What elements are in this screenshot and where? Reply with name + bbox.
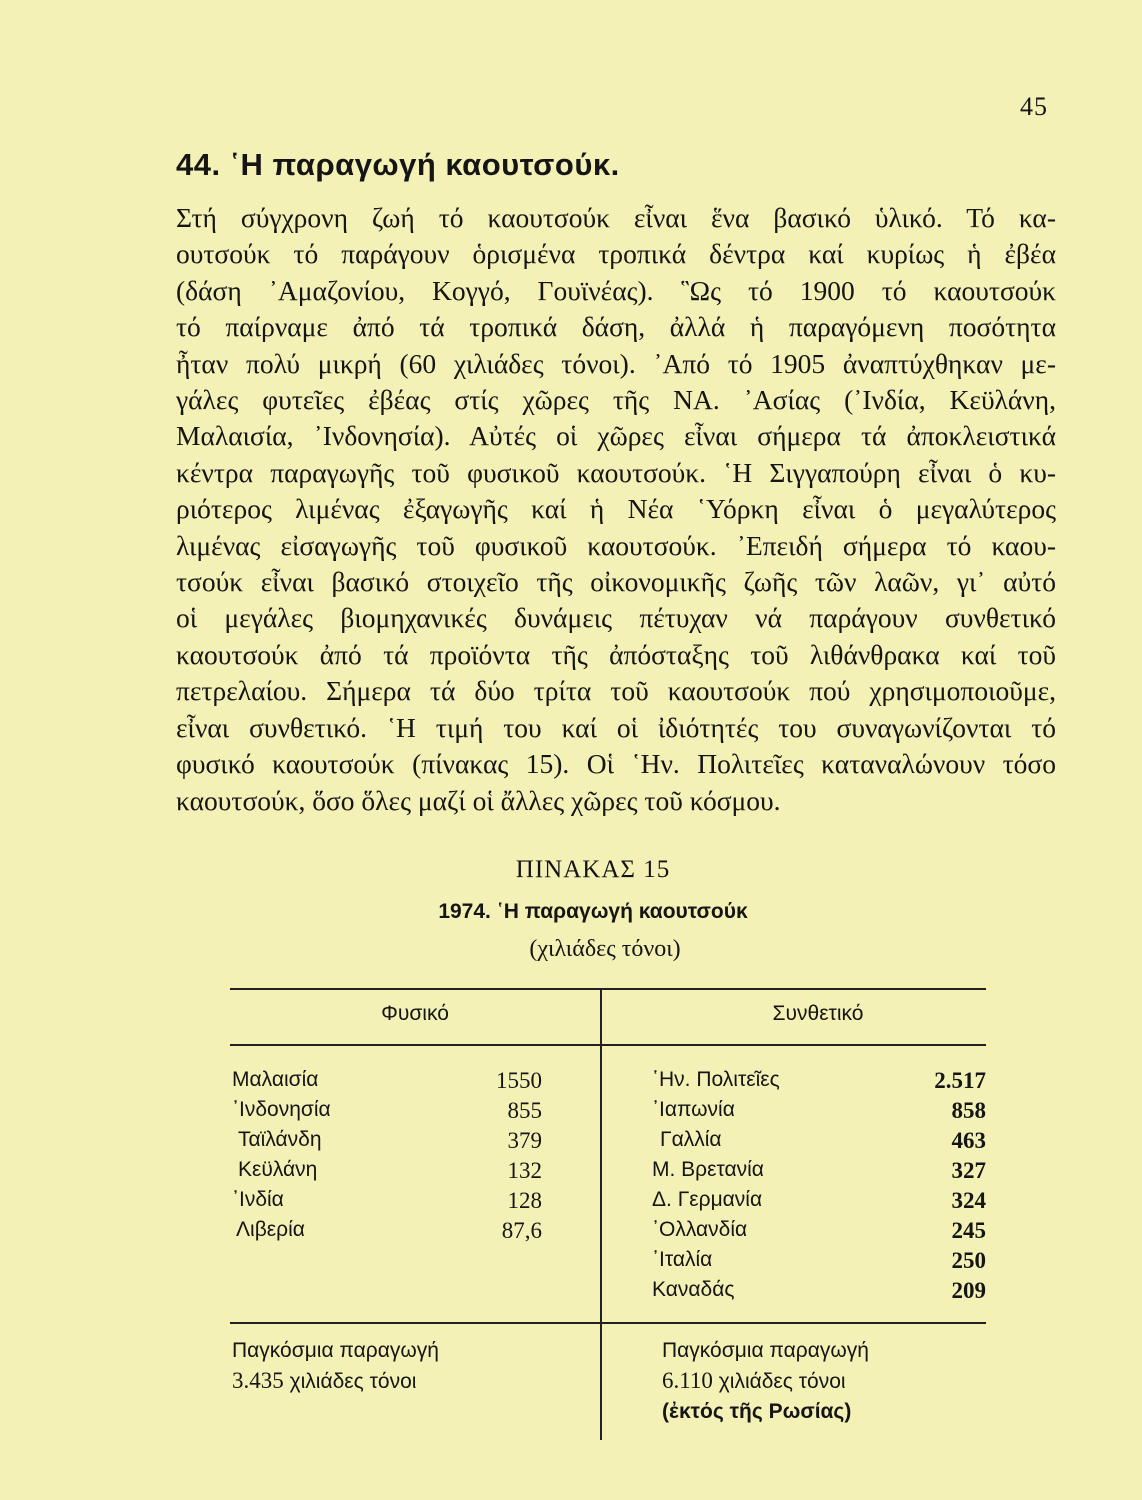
natural-column-header: Φυσικό [381, 1002, 449, 1025]
body-line: καουτσούκ, ὅσο ὅλες μαζί οἱ ἄλλες χῶρες τοῦ κόσμου. [176, 784, 781, 816]
synthetic-world-total [662, 1336, 869, 1427]
table-top-rule [230, 988, 986, 990]
country-name: Μ. Βρετανία [652, 1158, 764, 1181]
table-column-divider [600, 988, 602, 1440]
production-value: 128 [507, 1188, 542, 1213]
table-unit: (χιλιάδες τόνοι) [529, 936, 681, 962]
production-value: 250 [951, 1248, 986, 1273]
natural-rubber-list [232, 1068, 542, 1248]
table-row [232, 1068, 542, 1098]
table-footer-rule [230, 1322, 986, 1324]
country-name: Ταϊλάνδη [238, 1128, 322, 1151]
table-row [652, 1218, 986, 1248]
body-line: Μαλαισία, ᾿Ινδονησία). Αὐτές οἱ χῶρες εἶναι σήμερα τά ἀποκλειστικά [176, 420, 1056, 452]
body-line: ριότερος λιμένας ἐξαγωγῆς καί ἡ Νέα ῾Υόρκη εἶναι ὁ μεγαλύτερος [176, 493, 1056, 525]
table-row [232, 1218, 542, 1248]
table-row [652, 1128, 986, 1158]
table-header-rule [230, 1044, 986, 1046]
body-line: φυσικό καουτσούκ (πίνακας 15). Οἱ ῾Ην. Πολιτεῖες καταναλώνουν τόσο [176, 748, 1056, 780]
country-name: ᾿Ινδία [232, 1188, 284, 1211]
body-line: πετρελαίου. Σήμερα τά δύο τρίτα τοῦ καουτσούκ πού χρησιμοποιοῦμε, [176, 675, 1056, 707]
table-row [652, 1068, 986, 1098]
table-row [652, 1098, 986, 1128]
production-value: 379 [507, 1128, 542, 1153]
page-number: 45 [1020, 92, 1048, 121]
body-paragraph [176, 200, 1056, 819]
synthetic-rubber-list [652, 1068, 986, 1308]
world-production-unit: χιλιάδες τόνοι [718, 1370, 846, 1393]
production-value: 2.517 [934, 1068, 986, 1093]
body-line: κέντρα παραγωγῆς τοῦ φυσικοῦ καουτσούκ. ῾Η Σιγγαπούρη εἶναι ὁ κυ- [176, 456, 1056, 488]
country-name: Καναδάς [652, 1278, 735, 1301]
production-value: 209 [951, 1278, 986, 1303]
production-value: 1550 [496, 1068, 542, 1093]
body-line: λιμένας εἰσαγωγῆς τοῦ φυσικοῦ καουτσούκ. ᾿Επειδή σήμερα τό καου- [176, 529, 1056, 561]
country-name: ᾿Ιταλία [652, 1248, 713, 1271]
production-value: 324 [951, 1188, 986, 1213]
production-value: 132 [507, 1158, 542, 1183]
body-line: τό παίρναμε ἀπό τά τροπικά δάση, ἀλλά ἡ παραγόμενη ποσότητα [176, 311, 1056, 343]
body-line: καουτσούκ ἀπό τά προϊόντα τῆς ἀπόσταξης τοῦ λιθάνθρακα καί τοῦ [176, 638, 1056, 670]
table-row [652, 1188, 986, 1218]
country-name: Γαλλία [660, 1128, 722, 1151]
table-row [652, 1278, 986, 1308]
country-name: Δ. Γερμανία [652, 1188, 763, 1211]
table-row [652, 1248, 986, 1278]
country-name: Κεϋλάνη [238, 1158, 318, 1181]
country-name: ᾿Ολλανδία [652, 1218, 748, 1241]
world-production-unit: χιλιάδες τόνοι [289, 1370, 417, 1393]
country-name: ᾿Ινδονησία [232, 1098, 331, 1121]
production-value: 463 [951, 1128, 986, 1153]
country-name: ᾿Ιαπωνία [652, 1098, 735, 1121]
table-row [232, 1188, 542, 1218]
production-value: 327 [951, 1158, 986, 1183]
country-name: ῾Ην. Πολιτεῖες [652, 1068, 780, 1091]
section-heading: 44. ῾Η παραγωγή καουτσούκ. [176, 147, 620, 182]
table-row [232, 1158, 542, 1188]
world-production-label: Παγκόσμια παραγωγή [232, 1339, 439, 1362]
synthetic-column-header: Συνθετικό [772, 1002, 864, 1025]
world-production-value: 6.110 [662, 1368, 713, 1393]
world-production-value: 3.435 [232, 1368, 284, 1393]
body-line: ἦταν πολύ μικρή (60 χιλιάδες τόνοι). ᾿Από τό 1905 ἀναπτύχθηκαν με- [176, 347, 1056, 379]
body-line: (δάση ᾿Αμαζονίου, Κογγό, Γουϊνέας). ῝Ως τό 1900 τό καουτσούκ [176, 274, 1056, 306]
body-line: γάλες φυτεῖες ἐβέας στίς χῶρες τῆς ΝΑ. ᾿Ασίας (᾿Ινδία, Κεϋλάνη, [176, 384, 1056, 416]
body-line: Στή σύγχρονη ζωή τό καουτσούκ εἶναι ἕνα βασικό ὑλικό. Τό κα- [176, 202, 1056, 233]
country-name: Μαλαισία [232, 1068, 319, 1091]
body-line: εἶναι συνθετικό. ῾Η τιμή του καί οἱ ἰδιότητές του συναγωνίζονται τό [176, 711, 1056, 743]
production-value: 245 [951, 1218, 986, 1243]
world-production-label: Παγκόσμια παραγωγή [662, 1339, 869, 1362]
body-line: ουτσούκ τό παράγουν ὁρισμένα τροπικά δέντρα καί κυρίως ἡ ἐβέα [176, 238, 1056, 270]
body-line: οἱ μεγάλες βιομηχανικές δυνάμεις πέτυχαν νά παράγουν συνθετικό [176, 602, 1056, 634]
production-value: 87,6 [501, 1218, 542, 1243]
world-production-note: (ἐκτός τῆς Ρωσίας) [662, 1400, 852, 1423]
body-line: τσούκ εἶναι βασικό στοιχεῖο τῆς οἰκονομικῆς ζωῆς τῶν λαῶν, γι᾿ αὐτό [176, 566, 1056, 598]
production-value: 855 [507, 1098, 542, 1123]
table-title: 1974. ῾Η παραγωγή καουτσούκ [438, 900, 748, 923]
table-label: ΠΙΝΑΚΑΣ 15 [515, 856, 671, 883]
production-value: 858 [951, 1098, 986, 1123]
table-row [232, 1098, 542, 1128]
natural-world-total [232, 1336, 439, 1397]
table-row [652, 1158, 986, 1188]
table-row [232, 1128, 542, 1158]
country-name: Λιβερία [236, 1218, 305, 1241]
